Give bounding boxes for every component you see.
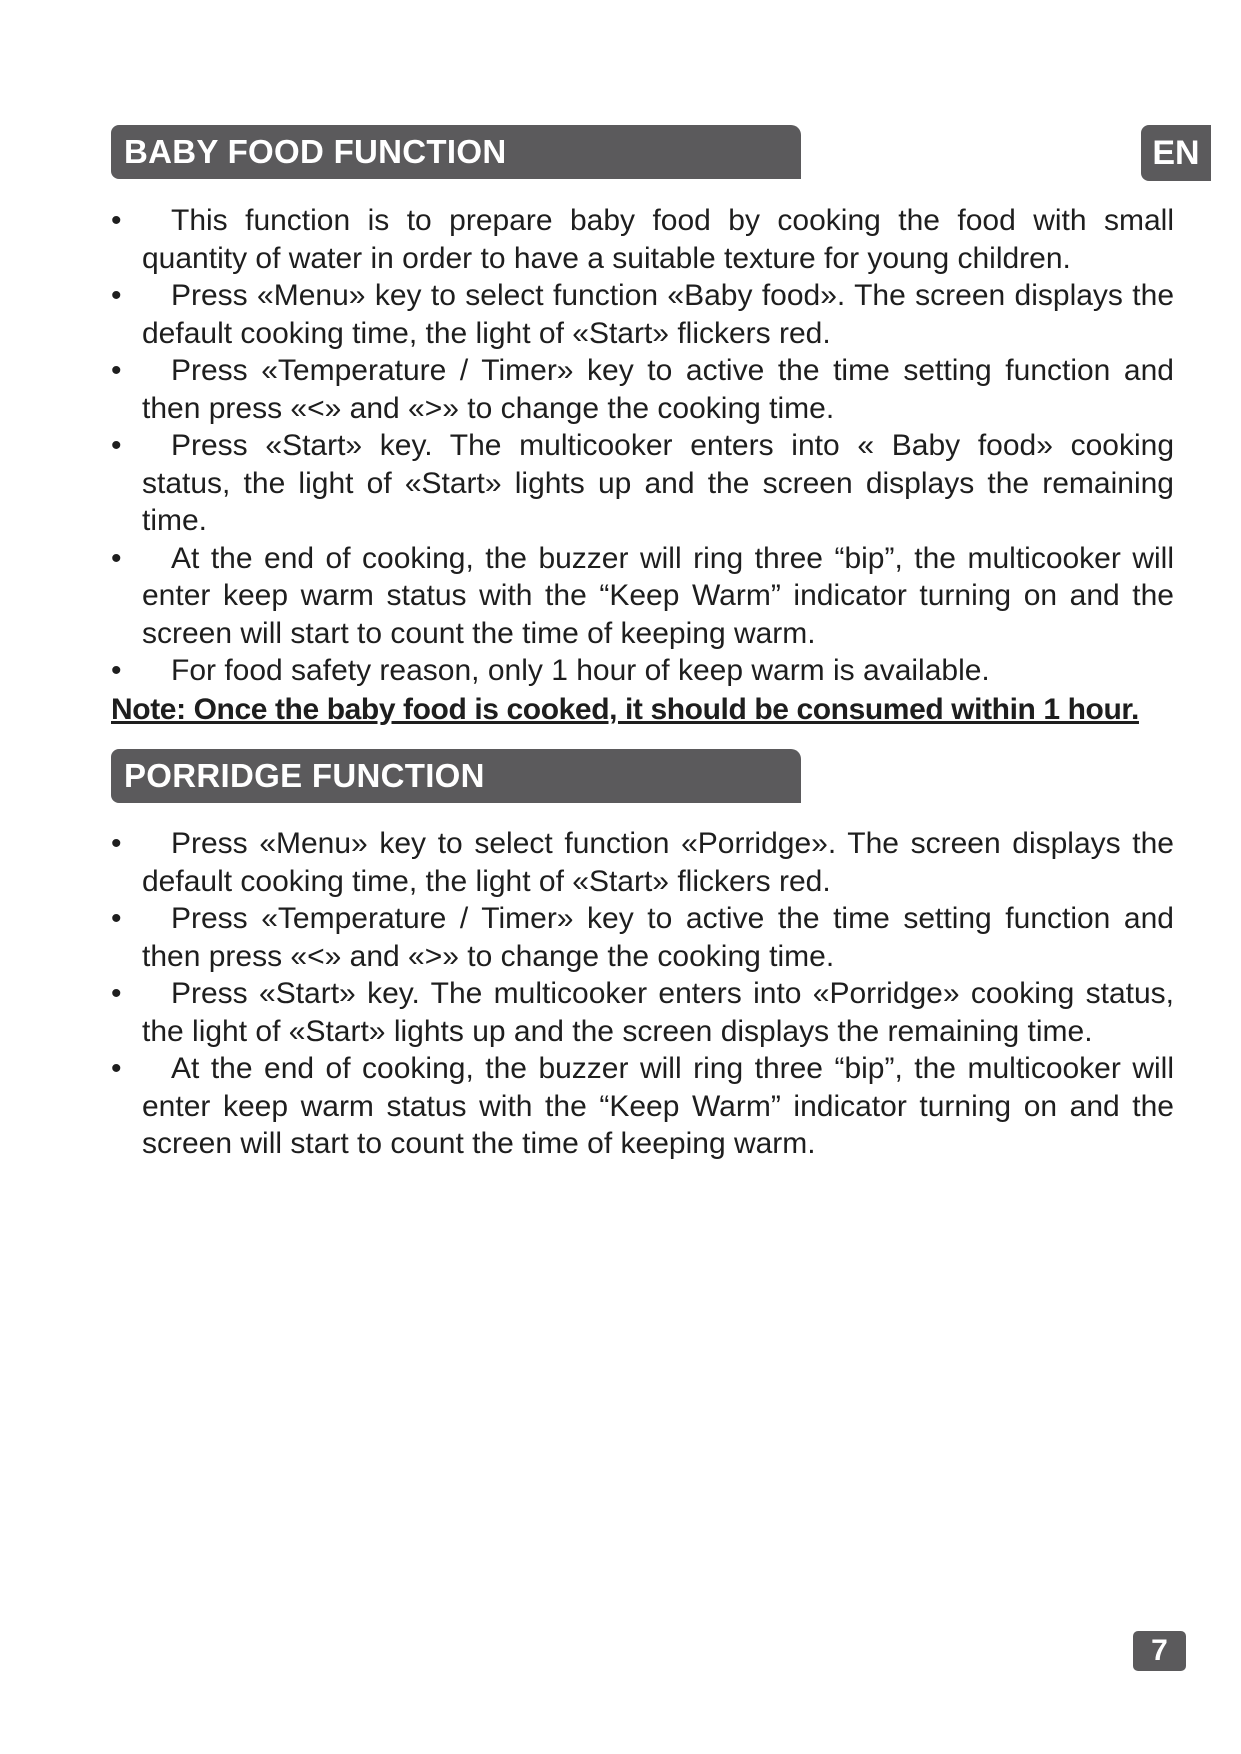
baby-food-instructions-list — [111, 202, 1174, 690]
bullet-icon: • — [111, 204, 122, 237]
list-item — [111, 975, 1174, 1050]
list-item — [111, 1050, 1174, 1163]
baby-food-note: Note: Once the baby food is cooked, it should be consumed within 1 hour. — [111, 693, 1139, 726]
list-item-text: For food safety reason, only 1 hour of keep warm is available. — [171, 654, 990, 687]
list-item — [111, 900, 1174, 975]
list-item — [111, 427, 1174, 540]
bullet-icon: • — [111, 279, 122, 312]
bullet-icon: • — [111, 977, 122, 1010]
bullet-icon: • — [111, 541, 122, 575]
list-item — [111, 352, 1174, 427]
bullet-icon: • — [111, 429, 122, 462]
list-item-text: Press «Temperature / Timer» key to active the time setting function and then press «<» and «>» to change the cooking time. — [142, 902, 1174, 973]
porridge-instructions-list — [111, 825, 1174, 1163]
list-item-text: Press «Menu» key to select function «Porridge». The screen displays the default cooking time, the light of «Start» flickers red. — [142, 827, 1174, 898]
list-item-text: This function is to prepare baby food by cooking the food with small quantity of water in order to have a suitable texture for young children. — [142, 204, 1174, 275]
bullet-icon: • — [111, 654, 122, 687]
list-item-text: Press «Menu» key to select function «Baby food». The screen displays the default cooking time, the light of «Start» flickers red. — [142, 279, 1174, 350]
list-item-text: Press «Start» key. The multicooker enters into « Baby food» cooking status, the light of «Start» lights up and the screen displays the remaining time. — [142, 429, 1174, 537]
list-item-text: Press «Temperature / Timer» key to active the time setting function and then press «<» and «>» to change the cooking time. — [142, 354, 1174, 425]
page-number: 7 — [1133, 1631, 1186, 1671]
list-item-text: Press «Start» key. The multicooker enters into «Porridge» cooking status, the light of «Start» lights up and the screen displays the remaining time. — [142, 977, 1174, 1048]
language-tab: EN — [1141, 125, 1211, 181]
list-item-text: At the end of cooking, the buzzer will ring three “bip”, the multicooker will enter keep warm status with the “Keep Warm” indicator turning on and the screen will start to count the time of keeping warm. — [142, 1052, 1174, 1160]
list-item — [111, 202, 1174, 277]
bullet-icon: • — [111, 1052, 122, 1085]
section-title-porridge: PORRIDGE FUNCTION — [111, 749, 801, 803]
list-item-text: At the end of cooking, the buzzer will ring three “bip”, the multicooker will enter keep warm status with the “Keep Warm” indicator turning on and the screen will start to count the time of keeping warm. — [142, 541, 1174, 650]
list-item — [111, 825, 1174, 900]
list-item — [111, 277, 1174, 352]
bullet-icon: • — [111, 902, 122, 935]
list-item — [111, 652, 1174, 690]
bullet-icon: • — [111, 827, 122, 860]
list-item — [111, 540, 1174, 653]
bullet-icon: • — [111, 354, 122, 387]
section-title-baby-food: BABY FOOD FUNCTION — [111, 125, 801, 179]
